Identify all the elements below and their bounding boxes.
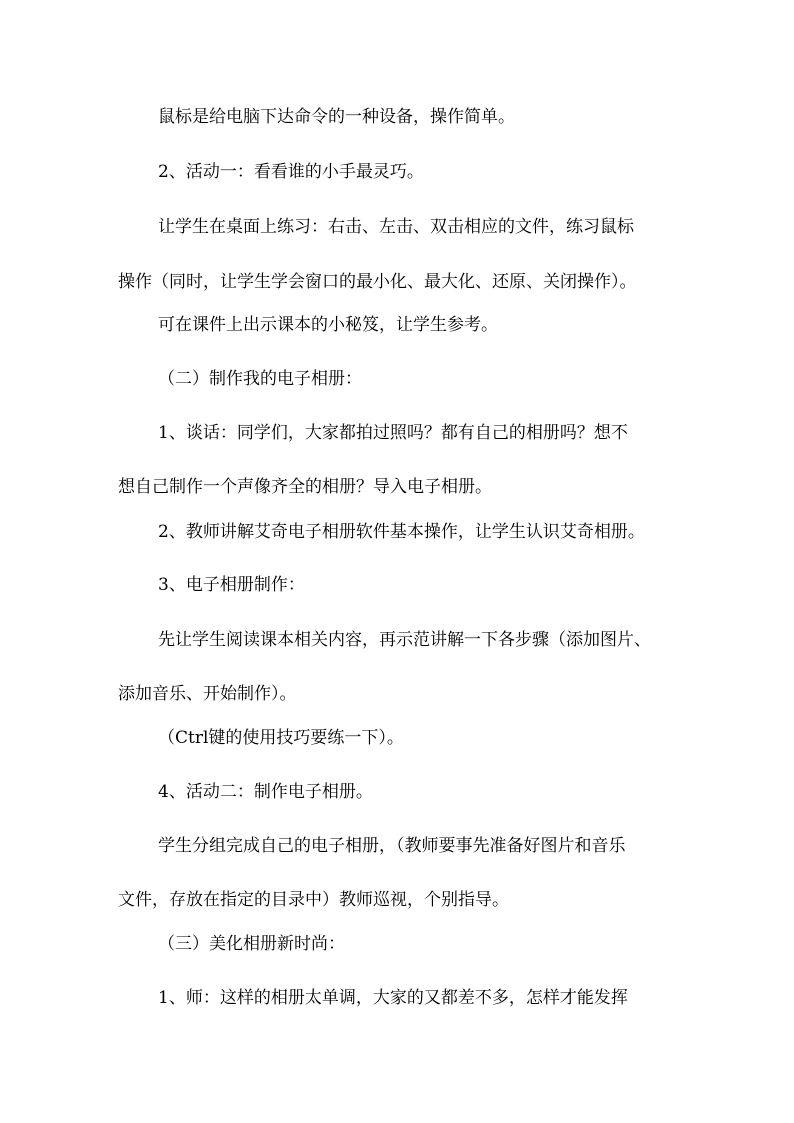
paragraph-line: （Ctrl键的使用技巧要练一下）。 bbox=[158, 728, 404, 748]
paragraph-activity-one bbox=[118, 158, 678, 187]
section-heading-two bbox=[118, 365, 678, 394]
paragraph-line: 3、电子相册制作： bbox=[158, 575, 305, 595]
paragraph-line: （三）美化相册新时尚： bbox=[158, 934, 345, 954]
paragraph-line: 操作（同时，让学生学会窗口的最小化、最大化、还原、关闭操作）。 bbox=[118, 272, 637, 292]
paragraph-practice-mouse bbox=[118, 213, 678, 297]
paragraph-mouse-intro bbox=[118, 103, 678, 132]
paragraph-conversation bbox=[118, 419, 678, 502]
paragraph-line: 添加音乐、开始制作）。 bbox=[118, 684, 297, 704]
paragraph-group-work bbox=[118, 832, 678, 915]
paragraph-line: 可在课件上出示课本的小秘笈，让学生参考。 bbox=[158, 315, 498, 335]
paragraph-line: 4、活动二：制作电子相册。 bbox=[158, 782, 373, 802]
paragraph-read-textbook bbox=[118, 626, 678, 709]
paragraph-line: 想自己制作一个声像齐全的相册？导入电子相册。 bbox=[118, 477, 492, 497]
paragraph-line: （二）制作我的电子相册： bbox=[158, 369, 362, 389]
paragraph-ctrl-key bbox=[118, 724, 678, 753]
paragraph-courseware-tips bbox=[118, 311, 678, 340]
paragraph-teacher-remark bbox=[118, 984, 678, 1013]
paragraph-line: 先让学生阅读课本相关内容，再示范讲解一下各步骤（添加图片、 bbox=[158, 630, 651, 650]
paragraph-line: 2、活动一：看看谁的小手最灵巧。 bbox=[158, 162, 424, 182]
paragraph-teacher-explains bbox=[118, 518, 678, 547]
paragraph-line: 1、师：这样的相册太单调，大家的又都差不多，怎样才能发挥 bbox=[158, 988, 628, 1008]
paragraph-line: 学生分组完成自己的电子相册，（教师要事先准备好图片和音乐 bbox=[158, 836, 626, 856]
section-heading-three bbox=[118, 930, 678, 959]
paragraph-line: 让学生在桌面上练习：右击、左击、双击相应的文件，练习鼠标 bbox=[158, 217, 634, 237]
paragraph-line: 2、教师讲解艾奇电子相册软件基本操作，让学生认识艾奇相册。 bbox=[158, 522, 645, 542]
paragraph-album-making bbox=[118, 571, 678, 600]
paragraph-line: 文件，存放在指定的目录中）教师巡视，个别指导。 bbox=[118, 890, 509, 910]
paragraph-line: 鼠标是给电脑下达命令的一种设备，操作简单。 bbox=[158, 107, 515, 127]
paragraph-activity-two bbox=[118, 778, 678, 807]
paragraph-line: 1、谈话：同学们，大家都拍过照吗？都有自己的相册吗？想不 bbox=[158, 423, 628, 443]
